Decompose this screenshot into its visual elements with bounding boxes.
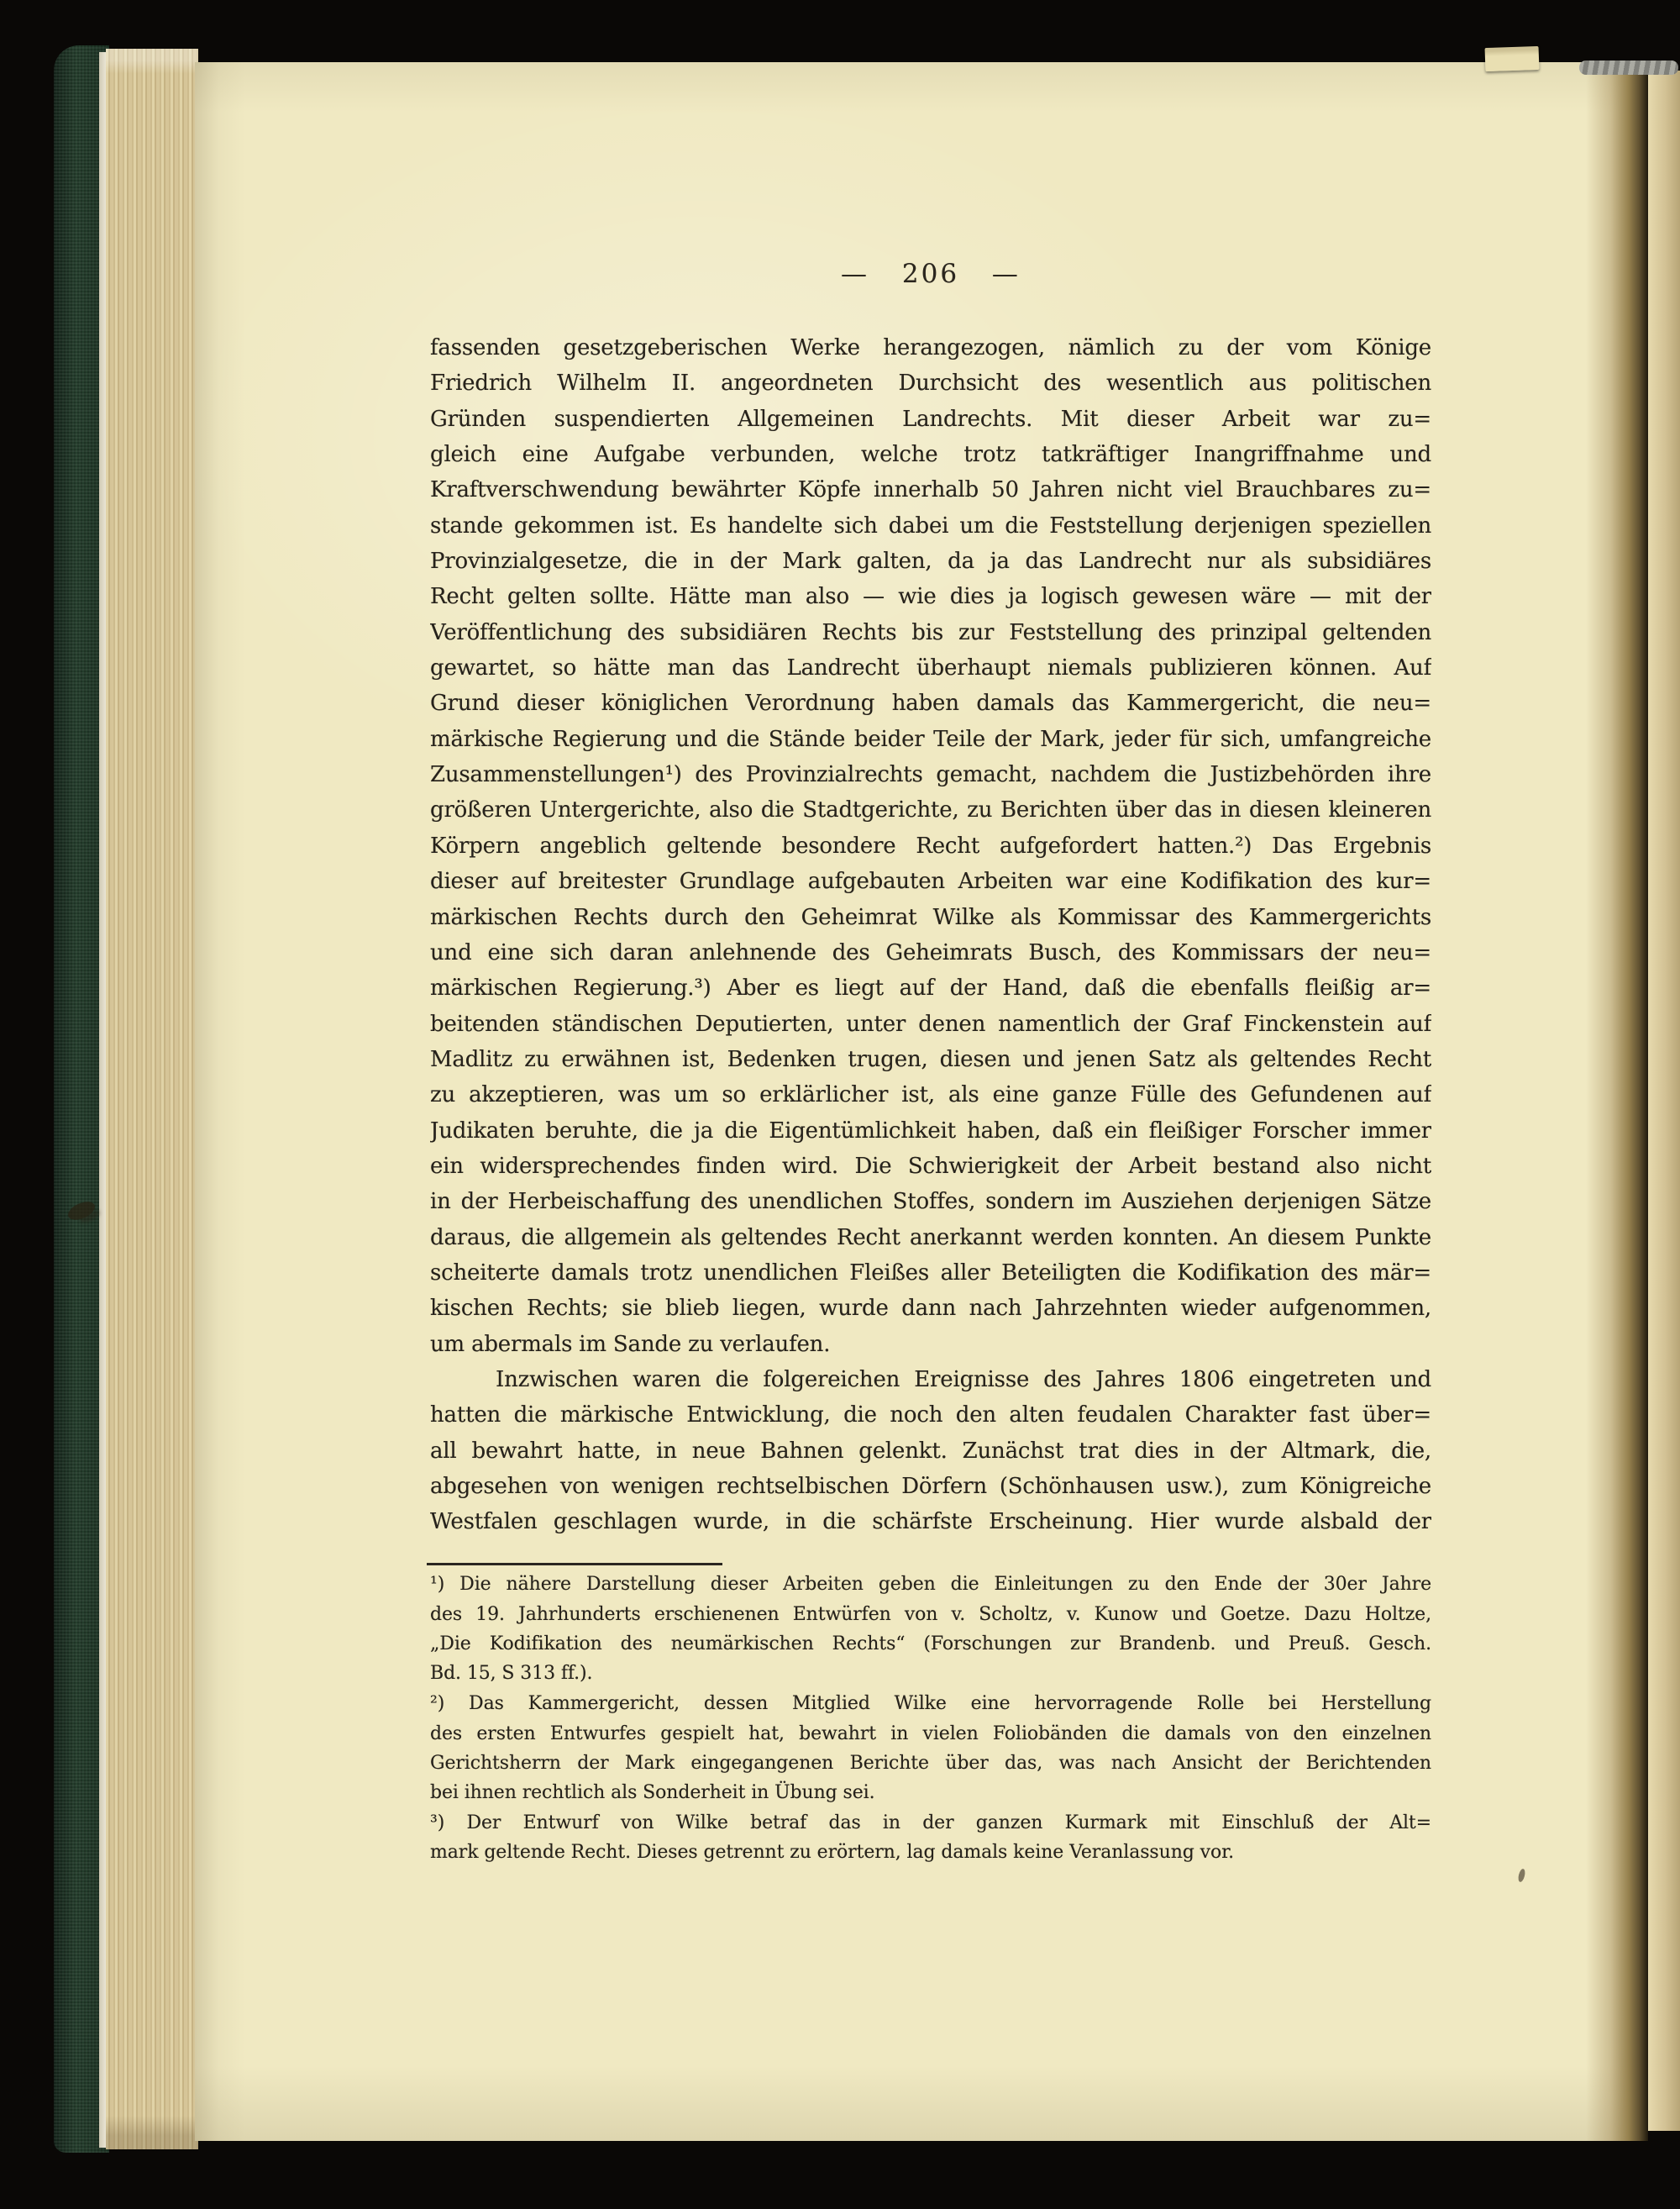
body-text-line: Gründen suspendierten Allgemeinen Landrechts. Mit dieser Arbeit war zu=: [430, 406, 1431, 432]
body-text-line: Recht gelten sollte. Hätte man also — wie dies ja logisch gewesen wäre — mit der: [430, 584, 1431, 610]
facing-page-sliver: [1648, 71, 1680, 2131]
page-number: — 206 —: [841, 259, 1021, 289]
footnote-line: mark geltende Recht. Dieses getrennt zu erörtern, lag damals keine Veranlassung vor.: [430, 1842, 1235, 1863]
body-text-line: kischen Rechts; sie blieb liegen, wurde dann nach Jahrzehnten wieder aufgenommen,: [430, 1296, 1431, 1322]
body-text-line: größeren Untergerichte, also die Stadtgerichte, zu Berichten über das in diesen kleineren: [430, 797, 1431, 823]
body-text-line: Grund dieser königlichen Verordnung haben damals das Kammergericht, die neu=: [430, 691, 1431, 717]
body-text-line: Körpern angeblich geltende besondere Recht aufgefordert hatten.²) Das Ergebnis: [430, 833, 1431, 859]
footnote-1: [430, 1570, 1431, 1659]
body-text-line: abgesehen von wenigen rechtselbischen Dörfern (Schönhausen usw.), zum Königreiche: [430, 1474, 1431, 1500]
body-text-line: gleich eine Aufgabe verbunden, welche trotz tatkräftiger Inangriffnahme und: [430, 442, 1431, 468]
body-text-line: Veröffentlichung des subsidiären Rechts bis zur Feststellung des prinzipal geltenden: [430, 619, 1431, 645]
body-text-line: daraus, die allgemein als geltendes Recht anerkannt werden konnten. An diesem Punkte: [430, 1224, 1431, 1250]
body-text-line: dieser auf breitester Grundlage aufgebauten Arbeiten war eine Kodifikation des kur=: [430, 869, 1431, 895]
body-text-line: und eine sich daran anlehnende des Geheimrats Busch, des Kommissars der neu=: [430, 939, 1431, 965]
body-text-line: Madlitz zu erwähnen ist, Bedenken trugen, diesen und jenen Satz als geltendes Recht: [430, 1046, 1431, 1072]
body-text-line: märkische Regierung und die Stände beider Teile der Mark, jeder für sich, umfangreiche: [430, 726, 1431, 752]
body-text-line: Zusammenstellungen¹) des Provinzialrechts gemacht, nachdem die Justizbehörden ihre: [430, 762, 1431, 788]
body-text-line: scheiterte damals trotz unendlichen Fleißes aller Beteiligten die Kodifikation des mär=: [430, 1260, 1431, 1286]
gutter-shadow: [1586, 62, 1648, 2141]
body-text-line: Provinzialgesetze, die in der Mark galten, da ja das Landrecht nur als subsidiäres: [430, 549, 1431, 575]
page-edges-stack: [106, 49, 198, 2149]
body-text-line: Friedrich Wilhelm II. angeordneten Durchsicht des wesentlich aus politischen: [430, 371, 1431, 397]
paragraph-2: [430, 1362, 1431, 1540]
body-text-line: zu akzeptieren, was um so erklärlicher ist, als eine ganze Fülle des Gefundenen auf: [430, 1082, 1431, 1108]
body-text-line: märkischen Rechts durch den Geheimrat Wilke als Kommissar des Kammergerichts: [430, 904, 1431, 930]
footnote-line: Gerichtsherrn der Mark eingegangenen Berichte über das, was nach Ansicht der Berichtenden: [430, 1753, 1431, 1774]
body-text-line: all bewahrt hatte, in neue Bahnen gelenkt. Zunächst trat dies in der Altmark, die,: [430, 1438, 1431, 1464]
body-text-line: ein widersprechendes finden wird. Die Schwierigkeit der Arbeit bestand also nicht: [430, 1153, 1431, 1179]
body-text-line: stande gekommen ist. Es handelte sich dabei um die Feststellung derjenigen speziellen: [430, 513, 1431, 539]
body-text-line: hatten die märkische Entwicklung, die noch den alten feudalen Charakter fast über=: [430, 1402, 1431, 1428]
footnote-line: bei ihnen rechtlich als Sonderheit in Übung sei.: [430, 1782, 875, 1803]
footnote-3: [430, 1808, 1431, 1838]
paragraph-1: [430, 330, 1431, 1327]
body-text-line: märkischen Regierung.³) Aber es liegt auf der Hand, daß die ebenfalls fleißig ar=: [430, 976, 1431, 1002]
footnote-2: [430, 1689, 1431, 1779]
body-text-line: Westfalen geschlagen wurde, in die schärfste Erscheinung. Hier wurde alsbald der: [430, 1509, 1431, 1535]
body-text-line: fassenden gesetzgeberischen Werke herangezogen, nämlich zu der vom Könige: [430, 335, 1431, 360]
footnote-line: ¹) Die nähere Darstellung dieser Arbeiten geben die Einleitungen zu den Ende der 30er Jahre: [430, 1574, 1431, 1595]
body-text-line: Kraftverschwendung bewährter Köpfe innerhalb 50 Jahren nicht viel Brauchbares zu=: [430, 477, 1431, 503]
body-text-line: Inzwischen waren die folgereichen Ereignisse des Jahres 1806 eingetreten und: [496, 1367, 1431, 1392]
body-text-line: gewartet, so hätte man das Landrecht überhaupt niemals publizieren können. Auf: [430, 655, 1431, 681]
footnote-line: des ersten Entwurfes gespielt hat, bewahrt in vielen Foliobänden die damals von den einzelnen: [430, 1722, 1431, 1744]
headband: [1579, 60, 1678, 75]
footnote-line: Bd. 15, S 313 ff.).: [430, 1663, 593, 1684]
body-text-line: Judikaten beruhte, die ja die Eigentümlichkeit haben, daß ein fleißiger Forscher immer: [430, 1118, 1431, 1144]
footnote-line: „Die Kodifikation des neumärkischen Rechts“ (Forschungen zur Brandenb. und Preuß. Gesch.: [430, 1633, 1431, 1654]
paper-tab: [1485, 46, 1540, 71]
body-text-line: in der Herbeischaffung des unendlichen Stoffes, sondern im Ausziehen derjenigen Sätze: [430, 1189, 1431, 1215]
footnote-line: ³) Der Entwurf von Wilke betraf das in der ganzen Kurmark mit Einschluß der Alt=: [430, 1812, 1431, 1833]
footnote-separator: [427, 1563, 722, 1565]
body-text-line: beitenden ständischen Deputierten, unter denen namentlich der Graf Finckenstein auf: [430, 1011, 1431, 1037]
footnote-line: ²) Das Kammergericht, dessen Mitglied Wilke eine hervorragende Rolle bei Herstellung: [430, 1693, 1431, 1714]
body-text-line: um abermals im Sande zu verlaufen.: [430, 1332, 831, 1357]
footnote-line: des 19. Jahrhunderts erschienenen Entwürfen von v. Scholtz, v. Kunow und Goetze. Dazu Holtze,: [430, 1603, 1431, 1625]
